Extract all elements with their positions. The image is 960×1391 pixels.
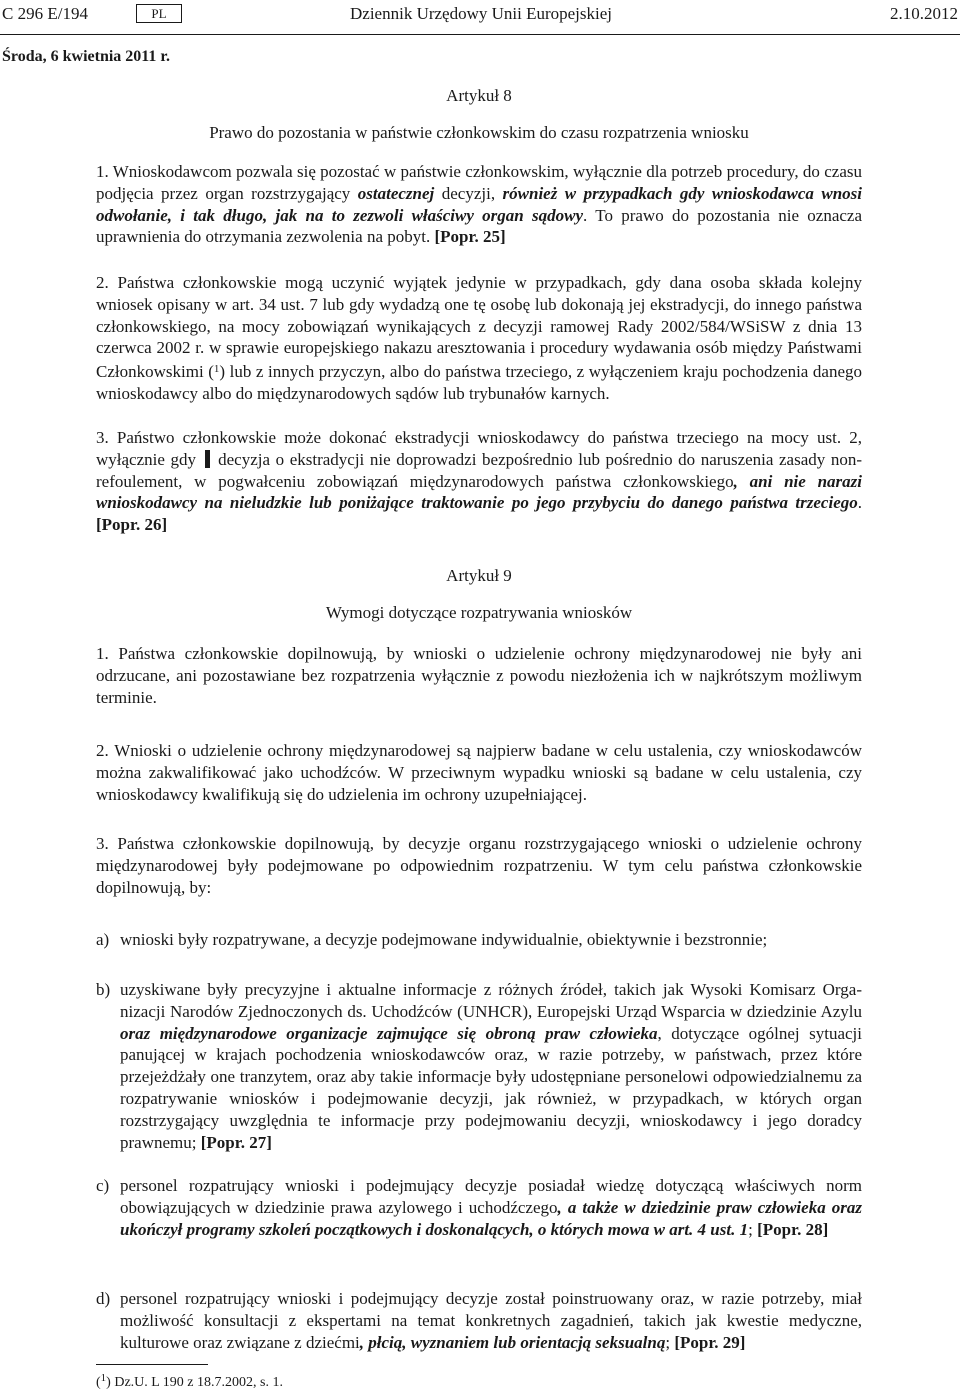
list-item-a (96, 929, 862, 951)
text-run: 1. Wnioskodawcom pozwala się pozostać w państwie członkowskim, wyłącznie dla potrzeb procedury, do czasu podjęcia przez organ rozstrzygający (96, 162, 862, 203)
publication-date: 2.10.2012 (890, 4, 958, 23)
amendment-text: , płcią, wyznaniem lub orientacją seksualną (359, 1332, 666, 1352)
text-run: personel rozpatrujący wnioski i podejmujący decyzje został poinstruowany oraz, w razie potrzeby, miał możliwość konsultacji z ekspertami na temat konkretnych zagadnień, takich jak kwestie medyczne, kulturowe oraz związane z dziećmi (120, 1289, 862, 1352)
footnote-divider (96, 1364, 208, 1365)
amendment-ref: [Popr. 29] (674, 1332, 746, 1352)
article-9-paragraph-2: 2. Wnioski o udzielenie ochrony międzynarodowej są najpierw badane w celu ustalenia, czy wnioskodawców można zakwalifikować jako uchodźców. W przeciwnym wypadku wnioski są badane w celu ustalenia, czy wnioskodawcy kwalifikują się do udzielenia im ochrony uzupełniającej. (96, 741, 862, 804)
footnote-text: Dz.U. L 190 z 18.7.2002, s. 1. (110, 1375, 283, 1390)
text-run: decyzja o ekstradycji nie doprowadzi bezpośrednio lub pośrednio do naruszenia zasady non-refoulement, w pogwałceniu zobowiązań międzynarodowych państwa członkowskiego (96, 449, 862, 491)
text-run: . To prawo do pozostania nie oznacza uprawnienia do otrzymania zezwolenia na pobyt. (96, 205, 862, 247)
footnote-ref[interactable]: 1 (213, 363, 220, 376)
text-run: uzyskiwane były precyzyjne i aktualne informacje z różnych źródeł, takich jak Wysoki Komisarz Organizacji Narodów Zjednoczonych ds. Uchodźców (UNHCR), Europejski Urząd Wsparcia w dziedzinie Azylu (120, 980, 862, 1021)
amendment-ref: [Popr. 26] (96, 515, 168, 535)
footnote: ($^1$) Dz.U. L 190 z 18.7.2002, s. 1. (96, 1372, 283, 1390)
language-badge: PL (136, 4, 182, 23)
list-text (120, 1288, 862, 1353)
article-9-subheading: Wymogi dotyczące rozpatrywania wniosków (325, 603, 633, 622)
text-run: decyzji, (434, 183, 503, 203)
header-divider (0, 34, 960, 35)
text-run: ) lub z innych przyczyn, albo do państwa trzeciego, z wyłączeniem kraju pochodzenia danego wnioskodawcy albo do międzynarodowych sądów lub trybunałów karnych. (96, 362, 862, 403)
amendment-text: również w przypadkach gdy wnioskodawca wnosi odwołanie, i tak długo, jak na to zezwoli właściwy organ sądowy (96, 183, 862, 225)
list-item-c (96, 1175, 862, 1240)
session-date: Środa, 6 kwietnia 2011 r. (2, 48, 171, 65)
text-run: 2. Państwa członkowskie mogą uczynić wyjątek jedynie w przypadkach, gdy dana osoba składa kolejny wniosek opisany w art. 34 ust. 7 lub gdy wydadzą one tę osobę lub dokonają jej ekstradycji, do innego państwa członkowskiego, na mocy zobowiązań wynikających z decyzji ramowej Rady 2002/584/WSiSW z dnia 13 czerwca 2002 r. w sprawie europejskiego nakazu aresztowania i procedury wydawania osób między Państwami Członkowskimi ( (96, 273, 862, 382)
amendment-text: , a także w dziedzinie praw człowieka oraz ukończył programy szkoleń początkowych i doskonalących, o których mowa w art. 4 ust. 1 (120, 1197, 862, 1239)
article-8-paragraph-2 (96, 272, 862, 405)
amendment-ref: [Popr. 28] (757, 1219, 829, 1239)
article-8-heading: Artykuł 8 (446, 86, 512, 105)
list-label: c) (96, 1176, 110, 1195)
list-label: b) (96, 980, 111, 999)
list-label: a) (96, 930, 110, 949)
article-8-subheading: Prawo do pozostania w państwie członkowskim do czasu rozpatrzenia wniosku (209, 123, 749, 142)
list-item-b (96, 979, 862, 1153)
deletion-marker (205, 450, 210, 468)
amendment-text: oraz międzynarodowe organizacje zajmujące się obroną praw człowieka (120, 1023, 658, 1043)
amendment-text: , ani nie narazi wnioskodawcy na nieludzkie lub poniżające traktowanie po jego przybyciu do danego państwa trzeciego (96, 471, 862, 513)
amendment-ref: [Popr. 25] (434, 227, 506, 247)
article-8-paragraph-3 (96, 427, 862, 536)
amendment-text: ostatecznej (357, 183, 435, 203)
text-run: 3. Państwo członkowskie może dokonać ekstradycji wnioskodawcy do państwa trzeciego na mocy ust. 2, wyłącznie gdy (96, 428, 862, 469)
footnote-mark: 1 (100, 1372, 107, 1384)
article-9-paragraph-3: 3. Państwa członkowskie dopilnowują, by decyzje organu rozstrzygającego wnioski o udzielenie ochrony międzynarodowej były podejmowane po odpowiednim rozpatrzeniu. W tym celu państwa członkowskie dopilnowują, by: (96, 834, 862, 897)
list-label: d) (96, 1289, 111, 1308)
journal-title: Dziennik Urzędowy Unii Europejskiej (350, 4, 613, 23)
list-text (120, 1175, 862, 1240)
text-run: personel rozpatrujący wnioski i podejmujący decyzje posiadał wiedzę dotyczącą właściwych norm obowiązujących w dziedzinie prawa azylowego i uchodźczego (120, 1176, 862, 1217)
page-header (0, 4, 960, 30)
article-9-paragraph-1: 1. Państwa członkowskie dopilnowują, by wnioski o udzielenie ochrony międzynarodowej nie były ani odrzucane, ani pozostawiane bez rozpatrzenia wyłącznie z powodu niezłożenia ich w najkrótszym możliwym terminie. (96, 644, 862, 707)
list-text (120, 979, 862, 1153)
text-run: . (857, 493, 862, 513)
list-text: wnioski były rozpatrywane, a decyzje podejmowane indywidualnie, obiektywnie i bezstronnie; (120, 930, 768, 949)
article-9-heading: Artykuł 9 (446, 566, 512, 585)
article-8-paragraph-1 (96, 161, 862, 248)
amendment-ref: [Popr. 27] (200, 1132, 272, 1152)
text-run: ; (748, 1219, 758, 1239)
list-item-d (96, 1288, 862, 1353)
page-reference: C 296 E/194 (2, 4, 88, 23)
text-run: ; (665, 1332, 675, 1352)
text-run: , dotyczące ogólnej sytuacji panującej w krajach pochodzenia wnioskodawców oraz, w razie potrzeby, w państwach, przez które przejeżdżały one tranzytem, oraz aby takie informacje były udostępniane personelowi odpowiedzialnemu za rozpatrywanie wniosków i podejmowanie decyzji, jak również, w przypadkach, w których organ rozstrzygający uwzględnia te informacje przy podejmowaniu decyzji, wnioskodawcy i jego doradcy prawnemu; (120, 1023, 862, 1152)
